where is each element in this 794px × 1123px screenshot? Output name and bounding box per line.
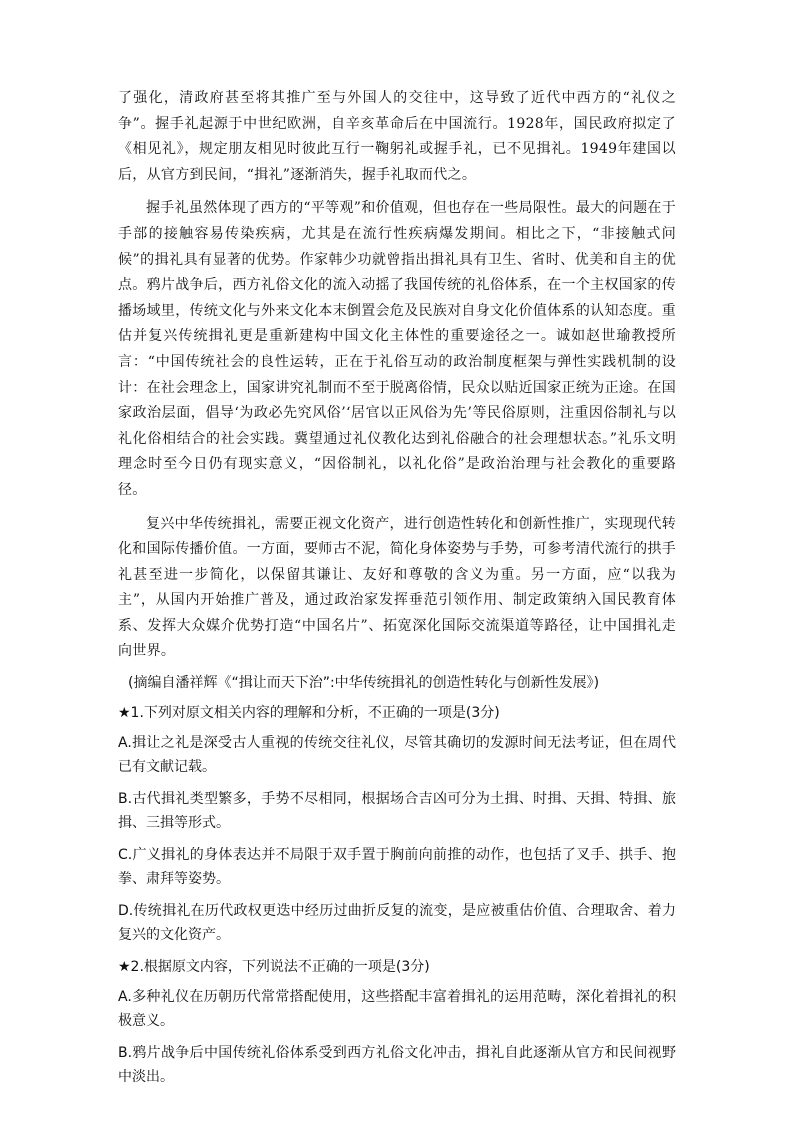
question-1-option-a: A.揖让之礼是深受古人重视的传统交往礼仪，尽管其确切的发源时间无法考证，但在周代已有文献记载。 [118,735,676,776]
passage-paragraph-2: 握手礼虽然体现了西方的“平等观”和价值观，但也存在一些局限性。最大的问题在于手部的接触容易传染疾病，尤其是在流行性疾病爆发期间。相比之下，“非接触式问候”的揖礼具有显著的优势。作家韩少功就曾指出揖礼具有卫生、省时、优美和自主的优点。鸦片战争后，西方礼俗文化的流入动摇了我国传统的礼俗体系，在一个主权国家的传播场域里，传统文化与外来文化本末倒置会危及民族对自身文化价值体系的认知态度。重估并复兴传统揖礼更是重新建构中国文化主体性的重要途径之一。诚如赵世瑜教授所言：“中国传统社会的良性运转，正在于礼俗互动的政治制度框架与弹性实践机制的设计：在社会理念上，国家讲究礼制而不至于脱离俗情，民众以贴近国家正统为正途。在国家政治层面，倡导‘为政必先究风俗’‘居官以正风俗为先’等民俗原则，注重因俗制礼与以礼化俗相结合的社会实践。冀望通过礼仪教化达到礼俗融合的社会理想状态。”礼乐文明理念时至今日仍有现实意义，“因俗制礼，以礼化俗”是政治治理与社会教化的重要路径。 [118,200,676,498]
passage-paragraph-3: 复兴中华传统揖礼，需要正视文化资产，进行创造性转化和创新性推广，实现现代转化和国际传播价值。一方面，要师古不泥，简化身体姿势与手势，可参考清代流行的拱手礼甚至进一步简化，以保留其谦让、友好和尊敬的含义为重。另一方面，应“以我为主”，从国内开始推广普及，通过政治家发挥垂范引领作用、制定政策纳入国民教育体系、发挥大众媒介优势打造“中国名片”、拓宽深化国际交流渠道等路径，让中国揖礼走向世界。 [118,515,676,660]
question-1-option-c: C.广义揖礼的身体表达并不局限于双手置于胸前向前推的动作，也包括了叉手、拱手、抱拳、肃拜等姿势。 [118,847,676,888]
passage-paragraph-1: 了强化，清政府甚至将其推广至与外国人的交往中，这导致了近代中西方的“礼仪之争”。握手礼起源于中世纪欧洲，自辛亥革命后在中国流行。1928年，国民政府拟定了《相见礼》，规定朋友相见时彼此互行一鞠躬礼或握手礼，已不见揖礼。1949年建国以后，从官方到民间，“揖礼”逐渐消失，握手礼取而代之。 [118,90,676,183]
question-2-stem: ★2.根据原文内容，下列说法不正确的一项是(3分) [118,959,430,976]
question-1-option-d: D.传统揖礼在历代政权更迭中经历过曲折反复的流变，是应被重估价值、合理取舍、着力复兴的文化资产。 [118,903,676,944]
question-1-option-b: B.古代揖礼类型繁多，手势不尽相同，根据场合吉凶可分为土揖、时揖、天揖、特揖、旅揖、三揖等形式。 [118,791,676,832]
reading-passage [118,86,676,665]
question-2-option-a: A.多种礼仪在历朝历代常常搭配使用，这些搭配丰富着揖礼的运用范畴，深化着揖礼的积极意义。 [118,989,676,1030]
question-1-stem: ★1.下列对原文相关内容的理解和分析，不正确的一项是(3分) [118,705,500,722]
passage-source: (摘编自潘祥辉《“揖让而天下治”:中华传统揖礼的创造性转化与创新性发展》) [128,675,600,692]
question-2-option-b: B.鸦片战争后中国传统礼俗体系受到西方礼俗文化冲击，揖礼自此逐渐从官方和民间视野中淡出。 [118,1045,676,1086]
question-2 [118,955,676,1089]
question-1 [118,701,676,947]
